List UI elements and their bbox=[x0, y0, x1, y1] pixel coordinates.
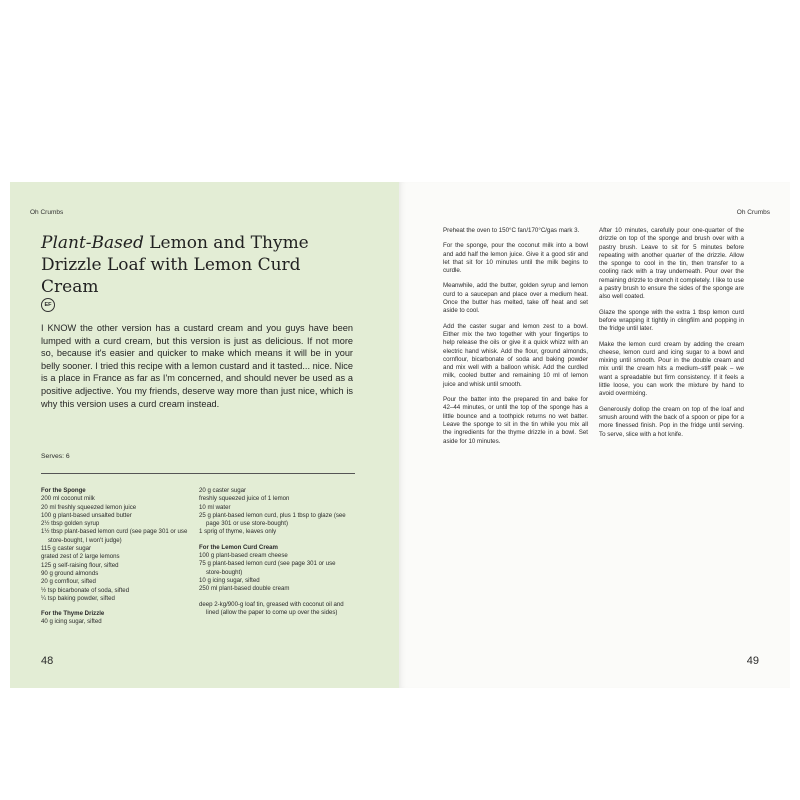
ingredients-column-2 bbox=[199, 487, 349, 617]
ingredient-line: 1½ tbsp plant-based lemon curd (see page 301 or use store-bought, I won't judge) bbox=[41, 528, 188, 544]
method-paragraph: Preheat the oven to 150°C fan/170°C/gas mark 3. bbox=[443, 227, 580, 234]
method-paragraph: Meanwhile, add the butter, golden syrup and lemon curd to a saucepan and place over a medium heat. Once the butter has melted, take off heat and set aside to cool. bbox=[443, 282, 588, 315]
recipe-title bbox=[41, 232, 361, 298]
ingredient-line: 75 g plant-based lemon curd (see page 301 or use store-bought) bbox=[199, 560, 336, 576]
ingredient-heading: For the Thyme Drizzle bbox=[41, 610, 105, 618]
method-paragraph: For the sponge, pour the coconut milk into a bowl and add half the lemon juice. Give it a good stir and let that sit for 10 minutes until the milk begins to curdle. bbox=[443, 242, 588, 275]
title-rest: Lemon and Thyme Drizzle Loaf with Lemon Curd Cream bbox=[41, 233, 309, 297]
ingredient-line: 20 g cornflour, sifted bbox=[41, 578, 96, 586]
running-head-left: Oh Crumbs bbox=[30, 209, 64, 216]
ingredient-line: 1 sprig of thyme, leaves only bbox=[199, 528, 277, 536]
ingredient-line: 25 g plant-based lemon curd, plus 1 tbsp to glaze (see page 301 or use store-bought) bbox=[199, 511, 346, 528]
method-paragraph: Pour the batter into the prepared tin and bake for 42–44 minutes, or until the top of the sponge has a little bounce and a toothpick returns no wet batter. Leave the sponge to sit in the tin while you mix all the ingredients for the thyme drizzle in a bowl. Set aside for 10 minutes. bbox=[443, 396, 588, 445]
ingredients-column-1 bbox=[41, 487, 191, 627]
equipment-line: deep 2-kg/900-g loaf tin, greased with coconut oil and lined (allow the paper to come up over the sides) bbox=[199, 600, 344, 616]
method-paragraph: Make the lemon curd cream by adding the cream cheese, lemon curd and icing sugar to a bowl and mixing until smooth. Pour in the double cream and mix until the cream hits a medium–stiff peak – we want a spreadable but firm consistency. If it feels a little loose, you can work the mixture by hand to avoid overmixing. bbox=[599, 340, 744, 398]
page-number-right: 49 bbox=[746, 655, 759, 667]
book-spread bbox=[10, 182, 790, 688]
divider-rule bbox=[41, 473, 355, 474]
ingredient-line: 40 g icing sugar, sifted bbox=[41, 618, 102, 626]
method-column-1 bbox=[443, 227, 588, 453]
ingredient-heading: For the Lemon Curd Cream bbox=[199, 543, 278, 551]
ingredient-line: 20 g caster sugar bbox=[199, 487, 247, 494]
ingredient-line: freshly squeezed juice of 1 lemon bbox=[199, 495, 290, 503]
ingredient-line: 125 g self-raising flour, sifted bbox=[41, 561, 119, 569]
left-page bbox=[10, 182, 399, 688]
intro-paragraph: I KNOW the other version has a custard cream and you guys have been lumped with a curd cream, but this version is just as delicious. If not more so, because it's easier and quicker to make which means it will be in your belly sooner. I tried this recipe with a lemon custard and it tasted... nice. Nice is a place in France as far as I'm concerned, and should never be used as a positive adjective. You my friends, deserve way more than just nice, which is why this version uses a curd cream instead. bbox=[41, 323, 353, 409]
ingredient-line: grated zest of 2 large lemons bbox=[41, 553, 120, 561]
ingredient-heading: For the Sponge bbox=[41, 487, 86, 494]
ingredient-line: 10 g icing sugar, sifted bbox=[199, 576, 260, 584]
ingredient-line: 100 g plant-based cream cheese bbox=[199, 552, 288, 560]
ingredient-line: 115 g caster sugar bbox=[41, 545, 92, 553]
ingredient-line: 2½ tbsp golden syrup bbox=[41, 520, 100, 528]
page-number-left: 48 bbox=[41, 655, 54, 667]
method-paragraph: Add the caster sugar and lemon zest to a bowl. Either mix the two together with your fingertips to help release the oils or give it a quick whizz with an electric hand whisk. Add the flour, ground almonds, cornflour, bicarbonate of soda and baking powder and mix well with a balloon whisk. Add the curdled milk, cooled butter and remaining 10 ml of lemon juice and whisk until smooth. bbox=[443, 322, 588, 388]
title-italic: Plant-Based bbox=[41, 233, 144, 253]
method-paragraph: Generously dollop the cream on top of the loaf and smush around with the back of a spoon or pipe for a more finessed finish. Pop in the fridge until serving. To serve, slice with a hot knife. bbox=[599, 405, 744, 438]
ingredient-line: 10 ml water bbox=[199, 503, 231, 511]
method-paragraph: Glaze the sponge with the extra 1 tbsp lemon curd before wrapping it tightly in clingfilm and popping in the fridge until later. bbox=[599, 308, 744, 333]
ingredient-line: 200 ml coconut milk bbox=[41, 495, 95, 503]
ingredient-line: 90 g ground almonds bbox=[41, 569, 99, 577]
right-page bbox=[399, 182, 790, 688]
ingredient-line: ½ tsp bicarbonate of soda, sifted bbox=[41, 586, 130, 594]
ingredient-line: ¼ tsp baking powder, sifted bbox=[41, 594, 115, 602]
ingredient-line: 250 ml plant-based double cream bbox=[199, 585, 290, 593]
egg-free-badge: EF bbox=[41, 298, 55, 312]
ingredient-line: 20 ml freshly squeezed lemon juice bbox=[41, 503, 137, 511]
method-column-2 bbox=[599, 227, 744, 446]
serves-label: Serves: 6 bbox=[41, 453, 70, 460]
method-paragraph: After 10 minutes, carefully pour one-quarter of the drizzle on top of the sponge and brush over with a pastry brush. Leave to sit for 5 minutes before repeating with another quarter of the drizzle. Allow the sponge to cool in the tin, then transfer to a cooling rack with a tray underneath. Pour over the remaining drizzle to drench it completely. I like to use a pastry brush to ensure the sides of the sponge are also well coated. bbox=[599, 227, 744, 301]
running-head-right: Oh Crumbs bbox=[736, 209, 770, 216]
ingredient-line: 100 g plant-based unsalted butter bbox=[41, 511, 132, 519]
